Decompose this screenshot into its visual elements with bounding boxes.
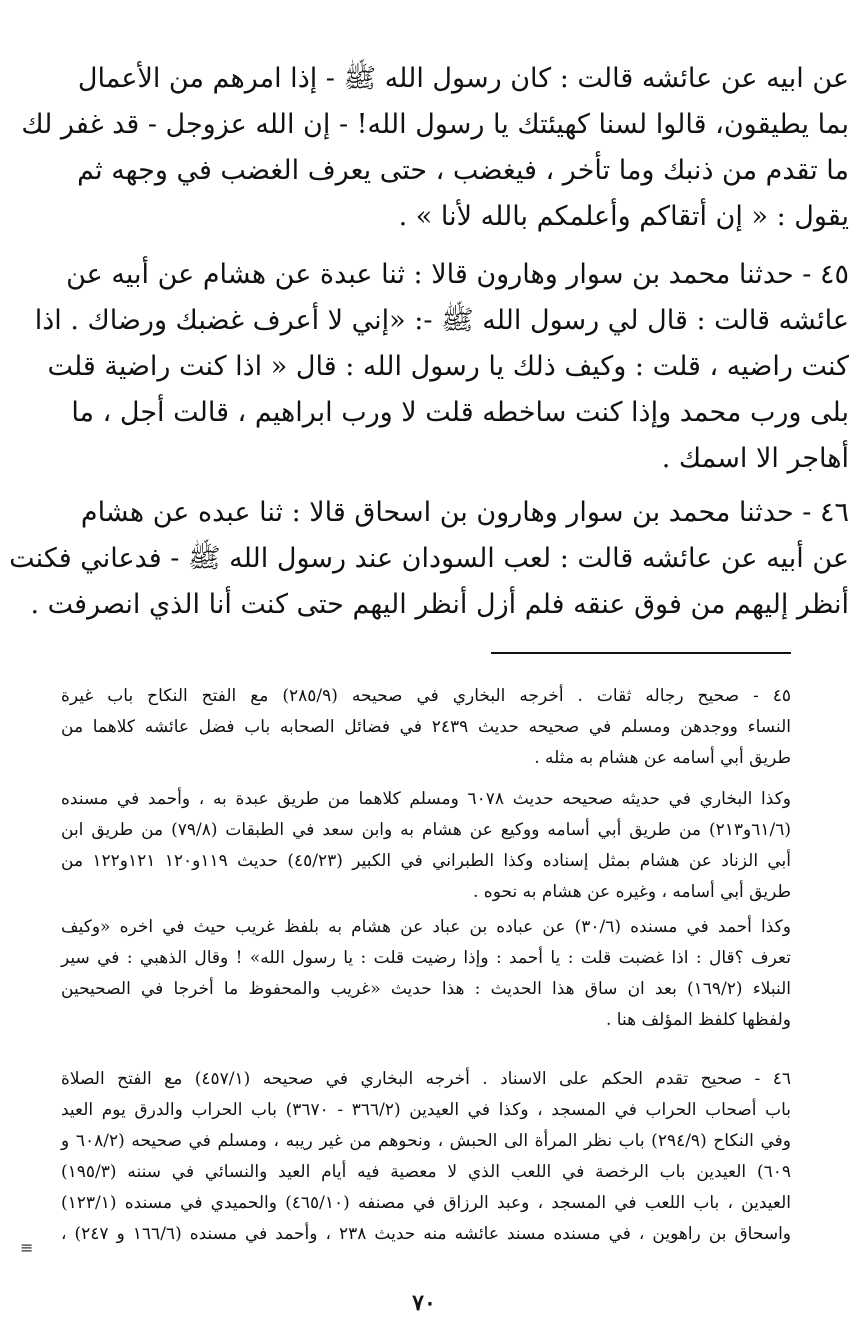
main-text-line: ما تقدم من ذنبك وما تأخر ، فيغضب ، حتى يعرف الغضب في وجهه ثم (77, 155, 849, 186)
main-text-line: بما يطيقون، قالوا لسنا كهيئتك يا رسول الله! - إن الله عزوجل - قد غفر لك (21, 109, 849, 140)
footnote-line: ولفظها كلفظ المؤلف هنا . (606, 1010, 791, 1030)
main-text-line: عن أبيه عن عائشه قالت : لعب السودان عند رسول الله ﷺ - فدعاني فكنت (9, 543, 849, 574)
footnote-line: طريق أبي أسامه ، وغيره عن هشام به نحوه . (472, 882, 791, 902)
main-text-line: يقول : « إن أتقاكم وأعلمكم بالله لأنا » . (398, 201, 849, 232)
footnote-line: (٦١/٦و٢١٣) من طريق أبي أسامه ووكيع عن هشام به وابن سعد في الطبقات (٧٩/٨) من طريق ابن (61, 820, 791, 840)
margin-mark: ≡ (20, 1238, 34, 1257)
footnote-line: تعرف ؟قال : اذا غضبت قلت : يا أحمد : وإذا رضيت قلت : يا رسول الله» ! وقال الذهبي : في سير (61, 948, 791, 968)
main-text-line: أنظر إليهم من فوق عنقه فلم أزل أنظر اليهم حتى كنت أنا الذي انصرفت . (30, 589, 849, 620)
footnote-line: وكذا أحمد في مسنده (٣٠/٦) عن عباده بن عباد عن هشام به بلفظ غريب حيث في اخره «وكيف (61, 917, 791, 937)
footnote-line: ٤٦ - صحيح تقدم الحكم على الاسناد . أخرجه البخاري في صحيحه (٤٥٧/١) مع الفتح الصلاة (61, 1069, 791, 1089)
footnote-line: النبلاء (١٦٩/٢) بعد ان ساق هذا الحديث : هذا حديث «غريب والمحفوظ ما أخرجا في الصحيحين (61, 979, 792, 999)
main-text-line: ٤٦ - حدثنا محمد بن سوار وهارون بن اسحاق قالا : ثنا عبده عن هشام (80, 497, 849, 528)
main-text-line: كنت راضيه ، قلت : وكيف ذلك يا رسول الله : قال « اذا كنت راضية قلت (47, 351, 849, 382)
main-text-line: ٤٥ - حدثنا محمد بن سوار وهارون قالا : ثنا عبدة عن هشام عن أبيه عن (66, 259, 849, 290)
footnote-line: وكذا البخاري في حديثه صحيحه حديث ٦٠٧٨ ومسلم كلاهما من طريق عبدة به ، وأحمد في مسنده (61, 789, 791, 809)
footnote-line: واسحاق بن راهوين ، في مسنده مسند عائشه منه حديث ٢٣٨ ، وأحمد في مسنده (١٦٦/٦ و ٢٤٧) ، (61, 1224, 791, 1244)
main-text-line: عن ابيه عن عائشه قالت : كان رسول الله ﷺ - إذا امرهم من الأعمال (77, 63, 849, 94)
main-text-line: عائشه قالت : قال لي رسول الله ﷺ -: «إني لا أعرف غضبك ورضاك . اذا (34, 305, 849, 336)
page-number: ٧٠ (412, 1290, 436, 1316)
footnote-line: وفي النكاح (٢٩٤/٩) باب نظر المرأة الى الحبش ، ونحوهم من غير ريبه ، ومسلم في صحيحه (٦٠٨/٢ و (61, 1131, 791, 1151)
footnote-divider (491, 652, 791, 654)
footnote-line: طريق أبي أسامه عن هشام به مثله . (534, 748, 791, 768)
main-text-line: بلى ورب محمد وإذا كنت ساخطه قلت لا ورب ابراهيم ، قالت أجل ، ما (71, 397, 849, 428)
footnote-line: أبي الزناد عن هشام بمثل إسناده وكذا الطبراني في الكبير (٤٥/٢٣) حديث ١١٩و١٢٠ ١٢١و١٢٢ من (61, 851, 792, 871)
main-text-line: أهاجر الا اسمك . (661, 443, 849, 474)
footnote-line: ٦٠٩) العيدين باب الرخصة في اللعب الذي لا معصية فيه أيام العيد والنسائي في سننه (١٩٥/٣) (61, 1162, 791, 1182)
footnote-line: العيدين ، باب اللعب في المسجد ، وعبد الرزاق في مصنفه (٤٦٥/١٠) والحميدي في مسنده (١٢٣/١) (61, 1193, 791, 1213)
footnote-line: النساء ووجدهن ومسلم في صحيحه حديث ٢٤٣٩ في فضائل الصحابه باب فضل عائشه كلاهما من (61, 717, 791, 737)
footnote-line: باب أصحاب الحراب في المسجد ، وكذا في العيدين (٣٦٦/٢ - ٣٦٧٠) باب الحراب والدرق يوم العيد (61, 1100, 791, 1120)
footnote-line: ٤٥ - صحيح رجاله ثقات . أخرجه البخاري في صحيحه (٢٨٥/٩) مع الفتح النكاح باب غيرة (61, 686, 791, 706)
